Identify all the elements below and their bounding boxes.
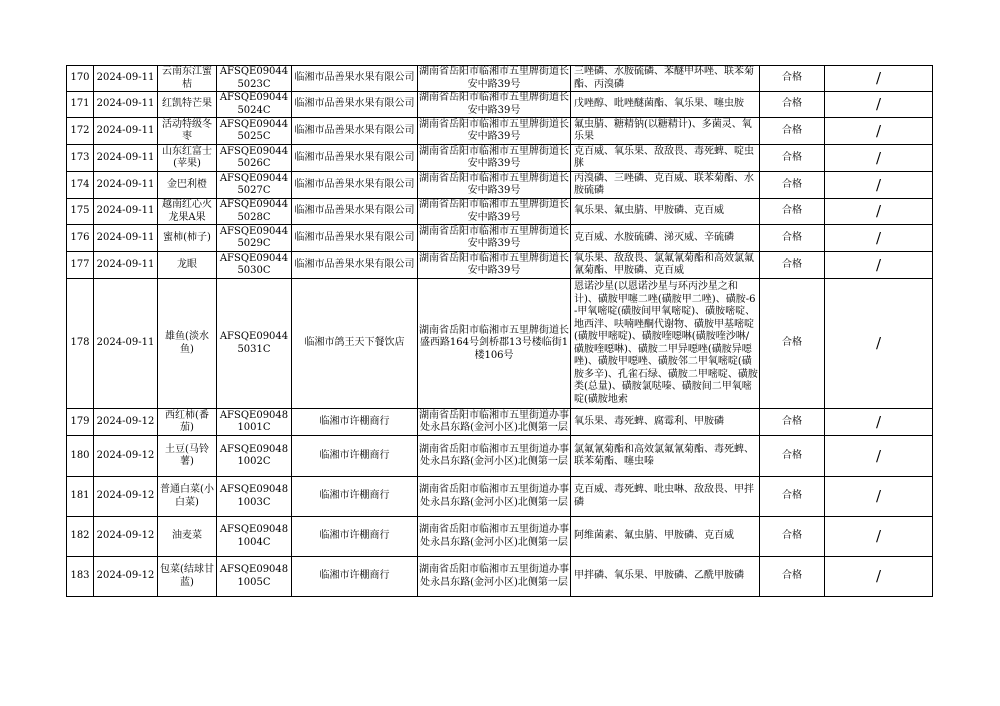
product-name-cell: 土豆(马铃薯) <box>158 436 217 477</box>
test-result-cell: 合格 <box>760 252 825 279</box>
sample-date-cell: 2024-09-11 <box>94 172 158 199</box>
table-row <box>67 92 933 118</box>
table-row <box>67 436 933 477</box>
table-row <box>67 172 933 199</box>
test-items-cell: 克百威、水胺硫磷、涕灭威、辛硫磷 <box>571 225 760 252</box>
remark-cell: / <box>825 409 933 436</box>
test-result-cell: 合格 <box>760 118 825 145</box>
test-result-cell: 合格 <box>760 172 825 199</box>
company-address-cell: 湖南省岳阳市临湘市五里牌街道长安中路39号 <box>418 172 571 199</box>
test-items-cell: 氟虫腈、糖精钠(以糖精计)、多菌灵、氧乐果 <box>571 118 760 145</box>
product-name-cell: 油麦菜 <box>158 517 217 557</box>
row-number-cell: 179 <box>67 409 94 436</box>
sample-date-cell: 2024-09-12 <box>94 557 158 597</box>
sample-code-cell: AFSQE090445024C <box>217 92 292 118</box>
remark-cell: / <box>825 477 933 517</box>
product-name-cell: 包菜(结球甘蓝) <box>158 557 217 597</box>
test-result-cell: 合格 <box>760 66 825 92</box>
remark-cell: / <box>825 199 933 225</box>
sample-date-cell: 2024-09-11 <box>94 199 158 225</box>
row-number-cell: 180 <box>67 436 94 477</box>
row-number-cell: 177 <box>67 252 94 279</box>
row-number-cell: 178 <box>67 279 94 409</box>
row-number-cell: 176 <box>67 225 94 252</box>
product-name-cell: 金巴利橙 <box>158 172 217 199</box>
row-number-cell: 181 <box>67 477 94 517</box>
remark-cell: / <box>825 92 933 118</box>
sample-date-cell: 2024-09-11 <box>94 145 158 172</box>
sample-code-cell: AFSQE090445030C <box>217 252 292 279</box>
sample-date-cell: 2024-09-11 <box>94 92 158 118</box>
sample-date-cell: 2024-09-12 <box>94 436 158 477</box>
sample-code-cell: AFSQE090445031C <box>217 279 292 409</box>
company-address-cell: 湖南省岳阳市临湘市五里街道办事处永昌东路(金河小区)北侧第一层 <box>418 436 571 477</box>
product-name-cell: 活动特级冬枣 <box>158 118 217 145</box>
remark-cell: / <box>825 145 933 172</box>
row-number-cell: 172 <box>67 118 94 145</box>
test-result-cell: 合格 <box>760 199 825 225</box>
sample-code-cell: AFSQE090445027C <box>217 172 292 199</box>
sample-date-cell: 2024-09-12 <box>94 409 158 436</box>
company-address-cell: 湖南省岳阳市临湘市五里牌街道长安中路39号 <box>418 118 571 145</box>
company-name-cell: 临湘市许棚商行 <box>292 477 418 517</box>
test-result-cell: 合格 <box>760 409 825 436</box>
sample-code-cell: AFSQE090481002C <box>217 436 292 477</box>
remark-cell: / <box>825 118 933 145</box>
row-number-cell: 182 <box>67 517 94 557</box>
test-items-cell: 甲拌磷、氧乐果、甲胺磷、乙酰甲胺磷 <box>571 557 760 597</box>
test-items-cell: 三唑磷、水胺硫磷、苯醚甲环唑、联苯菊酯、丙溴磷 <box>571 66 760 92</box>
remark-cell: / <box>825 225 933 252</box>
sample-code-cell: AFSQE090481001C <box>217 409 292 436</box>
company-name-cell: 临湘市品善果水果有限公司 <box>292 66 418 92</box>
inspection-results-table <box>66 65 933 597</box>
test-items-cell: 氯氟氰菊酯和高效氯氟氰菊酯、毒死蜱、联苯菊酯、噻虫嗪 <box>571 436 760 477</box>
test-result-cell: 合格 <box>760 225 825 252</box>
company-address-cell: 湖南省岳阳市临湘市五里牌街道长安中路39号 <box>418 252 571 279</box>
test-items-cell: 丙溴磷、三唑磷、克百威、联苯菊酯、水胺硫磷 <box>571 172 760 199</box>
company-address-cell: 湖南省岳阳市临湘市五里牌街道长安中路39号 <box>419 92 569 116</box>
company-name-cell: 临湘市许棚商行 <box>292 436 418 477</box>
row-number-cell: 170 <box>67 66 94 92</box>
company-name-cell: 临湘市品善果水果有限公司 <box>292 199 418 225</box>
company-name-cell: 临湘市鸽王天下餐饮店 <box>292 279 418 409</box>
table-body <box>67 66 933 597</box>
company-name-cell: 临湘市品善果水果有限公司 <box>292 172 418 199</box>
sample-code-cell: AFSQE090481003C <box>217 477 292 517</box>
company-address-cell: 湖南省岳阳市临湘市五里街道办事处永昌东路(金河小区)北侧第一层 <box>418 477 571 517</box>
company-name-cell: 临湘市许棚商行 <box>292 557 418 597</box>
test-result-cell: 合格 <box>760 92 825 118</box>
table-row <box>67 252 933 279</box>
sample-date-cell: 2024-09-11 <box>94 252 158 279</box>
test-items-cell: 氧乐果、毒死蜱、腐霉利、甲胺磷 <box>571 409 760 436</box>
test-items-cell: 克百威、毒死蜱、吡虫啉、敌敌畏、甲拌磷 <box>571 477 760 517</box>
company-address-cell: 湖南省岳阳市临湘市五里牌街道长安中路39号 <box>418 225 571 252</box>
remark-cell: / <box>825 252 933 279</box>
company-address-cell: 湖南省岳阳市临湘市五里街道办事处永昌东路(金河小区)北侧第一层 <box>418 517 571 557</box>
test-items-cell: 阿维菌素、氟虫腈、甲胺磷、克百威 <box>571 517 760 557</box>
table-row <box>67 557 933 597</box>
product-name-cell: 蜜柿(柿子) <box>158 225 217 252</box>
row-number-cell: 183 <box>67 557 94 597</box>
table-row <box>67 145 933 172</box>
sample-code-cell: AFSQE090445026C <box>217 145 292 172</box>
sample-code-cell: AFSQE090445028C <box>217 199 292 225</box>
remark-cell: / <box>825 172 933 199</box>
remark-cell: / <box>825 279 933 409</box>
sample-code-cell: AFSQE090481005C <box>217 557 292 597</box>
test-items-cell: 恩诺沙星(以恩诺沙星与环丙沙星之和计)、磺胺甲噻二唑(磺胺甲二唑)、磺胺-6-甲氧嘧啶(磺胺间甲氧嘧啶)、磺胺嘧啶、地西泮、呋喃唑酮代谢物、磺胺甲基嘧啶(磺胺甲嘧啶)、磺胺喹噁啉(磺胺喹沙啉/磺胺喹噁啉)、磺胺二甲异噁唑(磺胺异噁唑)、磺胺甲噁唑、磺胺邻二甲氧嘧啶(磺胺多辛)、孔雀石绿、磺胺二甲嘧啶、磺胺类(总量)、磺胺氯哒嗪、磺胺间二甲氧嘧啶(磺胺地索 <box>571 279 760 409</box>
remark-cell: / <box>825 557 933 597</box>
test-items-cell: 戊唑醇、吡唑醚菌酯、氧乐果、噻虫胺 <box>571 92 760 118</box>
test-result-cell: 合格 <box>760 477 825 517</box>
sample-date-cell: 2024-09-11 <box>94 66 158 92</box>
sample-code-cell: AFSQE090445025C <box>217 118 292 145</box>
sample-date-cell: 2024-09-12 <box>94 517 158 557</box>
product-name-cell: 越南红心火龙果A果 <box>158 199 217 225</box>
remark-cell: / <box>825 66 933 92</box>
table-row <box>67 199 933 225</box>
company-address-cell: 湖南省岳阳市临湘市五里牌街道长盛西路164号剑桥郡13号楼临街1楼106号 <box>418 279 571 409</box>
sample-code-cell: AFSQE090481004C <box>217 517 292 557</box>
remark-cell: / <box>825 517 933 557</box>
product-name-cell: 红凯特芒果 <box>158 92 217 118</box>
company-name-cell: 临湘市许棚商行 <box>292 409 418 436</box>
sample-date-cell: 2024-09-11 <box>94 225 158 252</box>
product-name-cell: 普通白菜(小白菜) <box>158 477 217 517</box>
table-row <box>67 225 933 252</box>
test-result-cell: 合格 <box>760 145 825 172</box>
table-row <box>67 118 933 145</box>
company-address-cell: 湖南省岳阳市临湘市五里街道办事处永昌东路(金河小区)北侧第一层 <box>418 557 571 597</box>
sample-date-cell: 2024-09-11 <box>94 279 158 409</box>
company-address-cell: 湖南省岳阳市临湘市五里牌街道长安中路39号 <box>419 66 569 90</box>
company-name-cell: 临湘市品善果水果有限公司 <box>292 145 418 172</box>
table-row <box>67 409 933 436</box>
company-name-cell: 临湘市品善果水果有限公司 <box>292 118 418 145</box>
product-name-cell: 龙眼 <box>158 252 217 279</box>
test-result-cell: 合格 <box>760 517 825 557</box>
sample-code-cell: AFSQE090445029C <box>217 225 292 252</box>
company-name-cell: 临湘市品善果水果有限公司 <box>292 225 418 252</box>
row-number-cell: 174 <box>67 172 94 199</box>
product-name-cell: 云南东江蜜桔 <box>158 66 217 92</box>
sample-code-cell: AFSQE090445023C <box>217 66 292 92</box>
product-name-cell: 西红柿(番茄) <box>158 409 217 436</box>
company-address-cell: 湖南省岳阳市临湘市五里牌街道长安中路39号 <box>418 145 571 172</box>
company-name-cell: 临湘市品善果水果有限公司 <box>292 252 418 279</box>
test-items-cell: 氧乐果、氟虫腈、甲胺磷、克百威 <box>571 199 760 225</box>
product-name-cell: 山东红富士(苹果) <box>158 145 217 172</box>
table-row <box>67 517 933 557</box>
test-items-cell: 氧乐果、敌敌畏、氯氟氰菊酯和高效氯氟氰菊酯、甲胺磷、克百威 <box>571 252 760 279</box>
row-number-cell: 175 <box>67 199 94 225</box>
test-result-cell: 合格 <box>760 557 825 597</box>
table-row <box>67 279 933 409</box>
product-name-cell: 雄鱼(淡水鱼) <box>158 279 217 409</box>
company-address-cell: 湖南省岳阳市临湘市五里街道办事处永昌东路(金河小区)北侧第一层 <box>418 409 571 436</box>
row-number-cell: 173 <box>67 145 94 172</box>
test-result-cell: 合格 <box>760 279 825 409</box>
test-items-cell: 克百威、氧乐果、敌敌畏、毒死蜱、啶虫脒 <box>571 145 760 172</box>
company-name-cell: 临湘市品善果水果有限公司 <box>292 92 418 118</box>
company-name-cell: 临湘市许棚商行 <box>292 517 418 557</box>
sample-date-cell: 2024-09-12 <box>94 477 158 517</box>
test-result-cell: 合格 <box>760 436 825 477</box>
sample-date-cell: 2024-09-11 <box>94 118 158 145</box>
row-number-cell: 171 <box>67 92 94 118</box>
table-row <box>67 66 933 92</box>
remark-cell: / <box>825 436 933 477</box>
company-address-cell: 湖南省岳阳市临湘市五里牌街道长安中路39号 <box>419 199 569 223</box>
table-row <box>67 477 933 517</box>
